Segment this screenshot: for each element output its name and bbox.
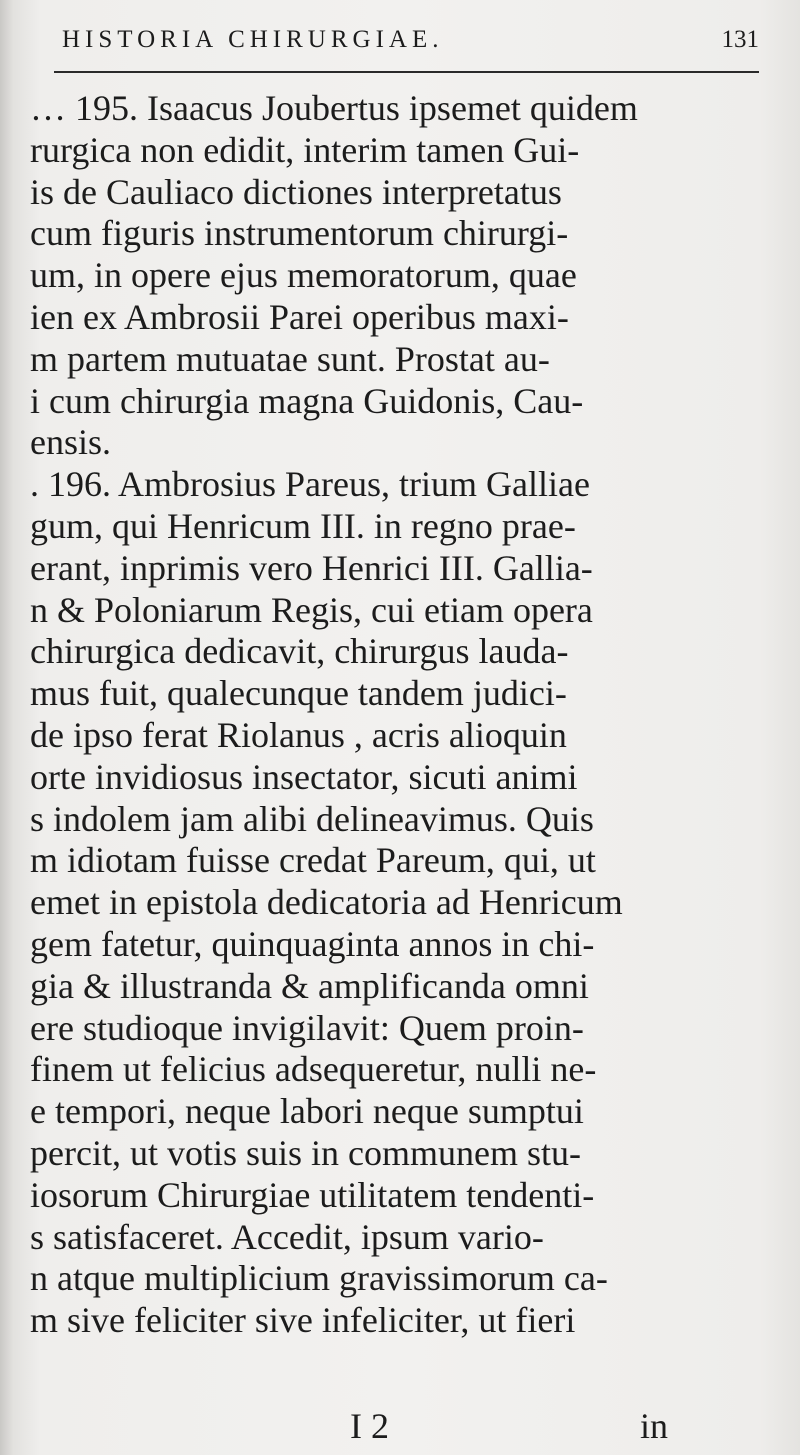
text-line: cum figuris instrumentorum chirurgi- xyxy=(30,213,569,254)
text-line: rurgica non edidit, interim tamen Gui- xyxy=(30,129,580,170)
binding-edge xyxy=(0,0,14,1455)
text-line: i cum chirurgia magna Guidonis, Cau- xyxy=(30,380,584,421)
text-line: um, in opere ejus memoratorum, quae xyxy=(30,255,577,296)
text-line: chirurgica dedicavit, chirurgus lauda- xyxy=(30,631,569,672)
text-line: m sive feliciter sive infeliciter, ut fieri xyxy=(30,1300,576,1341)
text-line: finem ut felicius adsequeretur, nulli ne- xyxy=(30,1049,597,1090)
text-line: de ipso ferat Riolanus , acris alioquin xyxy=(30,714,567,755)
text-line: gia & illustranda & amplificanda omni xyxy=(30,965,589,1006)
text-line: s indolem jam alibi delineavimus. Quis xyxy=(30,798,594,839)
text-line: orte invidiosus insectator, sicuti animi xyxy=(30,756,578,797)
page-number: 131 xyxy=(721,26,759,53)
page-footer xyxy=(30,1405,758,1449)
text-line: ere studioque invigilavit: Quem proin- xyxy=(30,1007,584,1048)
signature-mark: I 2 xyxy=(350,1406,389,1446)
text-line: ensis. xyxy=(30,422,111,463)
text-line: gem fatetur, quinquaginta annos in chi- xyxy=(30,923,595,964)
text-line: e tempori, neque labori neque sumptui xyxy=(30,1091,584,1132)
text-line: … 195. Isaacus Joubertus ipsemet quidem xyxy=(30,88,638,128)
body-text xyxy=(30,88,758,1342)
text-line: m idiotam fuisse credat Pareum, qui, ut xyxy=(30,840,596,881)
text-line: gum, qui Henricum III. in regno prae- xyxy=(30,505,576,546)
text-line: percit, ut votis suis in communem stu- xyxy=(30,1132,581,1173)
running-head xyxy=(44,26,759,82)
text-line: n atque multiplicium gravissimorum ca- xyxy=(30,1258,608,1299)
text-line: . 196. Ambrosius Pareus, trium Galliae xyxy=(30,464,590,505)
text-line: m partem mutuatae sunt. Prostat au- xyxy=(30,338,550,379)
text-line: ien ex Ambrosii Parei operibus maxi- xyxy=(30,296,569,337)
head-rule xyxy=(54,71,759,73)
text-line: erant, inprimis vero Henrici III. Gallia- xyxy=(30,547,593,588)
text-line: mus fuit, qualecunque tandem judici- xyxy=(30,673,567,714)
text-line: iosorum Chirurgiae utilitatem tendenti- xyxy=(30,1174,595,1215)
text-line: n & Poloniarum Regis, cui etiam opera xyxy=(30,589,593,630)
running-head-title: HISTORIA CHIRURGIAE. xyxy=(62,26,444,53)
text-line: s satisfaceret. Accedit, ipsum vario- xyxy=(30,1216,544,1257)
text-line: is de Cauliaco dictiones interpretatus xyxy=(30,171,562,212)
catchword: in xyxy=(640,1406,669,1446)
text-line: emet in epistola dedicatoria ad Henricum xyxy=(30,882,623,923)
